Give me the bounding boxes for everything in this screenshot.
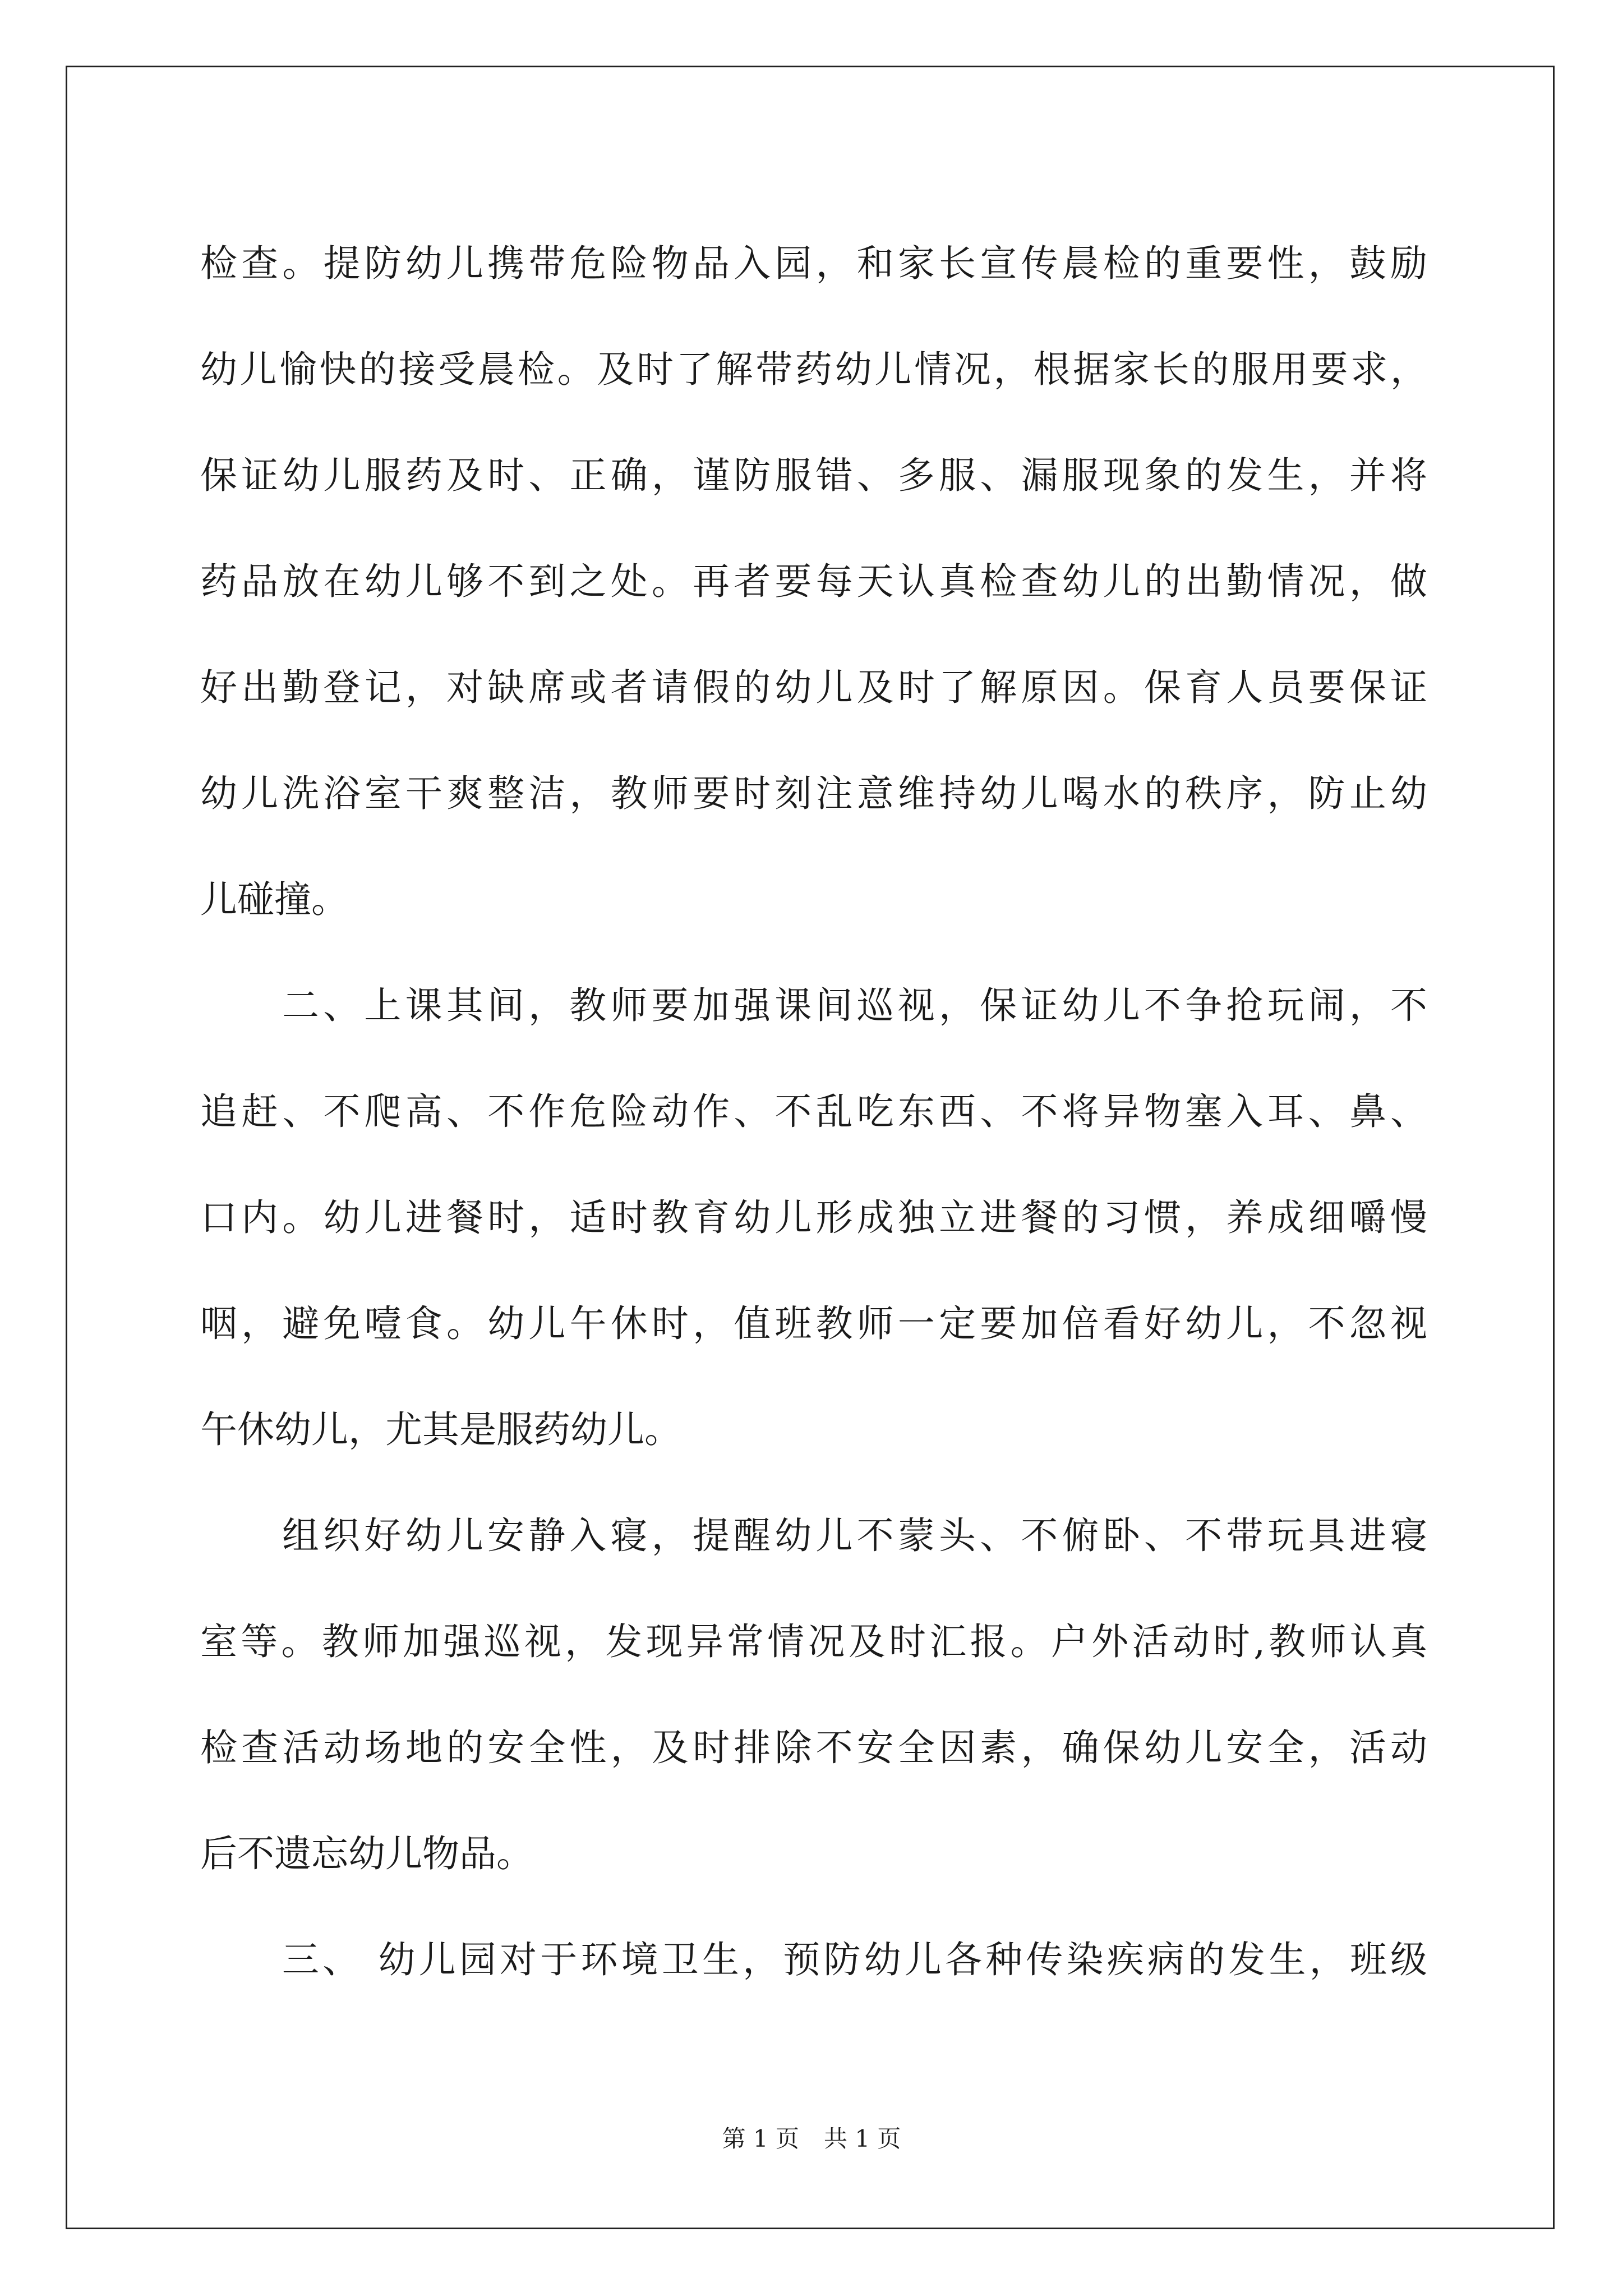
paragraph-start-line: 二、上课其间，教师要加强课间巡视，保证幼儿不争抢玩闹，不: [282, 984, 1427, 1027]
text-line: 好出勤登记，对缺席或者请假的幼儿及时了解原因。保育人员要保证: [200, 666, 1427, 709]
text-line: 咽，避免噎食。幼儿午休时，值班教师一定要加倍看好幼儿，不忽视: [200, 1302, 1427, 1345]
paragraph-start-line: 三、 幼儿园对于环境卫生，预防幼儿各种传染疾病的发生，班级: [282, 1938, 1427, 1981]
text-line: 后不遗忘幼儿物品。: [200, 1832, 533, 1875]
page-total: 共 1 页: [824, 2125, 901, 2152]
text-line: 追赶、不爬高、不作危险动作、不乱吃东西、不将异物塞入耳、鼻、: [200, 1090, 1427, 1133]
text-line: 幼儿洗浴室干爽整洁，教师要时刻注意维持幼儿喝水的秩序，防止幼: [200, 772, 1427, 815]
document-body: [200, 210, 1427, 2013]
text-line: 口内。幼儿进餐时，适时教育幼儿形成独立进餐的习惯，养成细嚼慢: [200, 1196, 1427, 1239]
paragraph-start-line: 组织好幼儿安静入寝，提醒幼儿不蒙头、不俯卧、不带玩具进寝: [282, 1514, 1427, 1557]
text-line: 检查活动场地的安全性，及时排除不安全因素，确保幼儿安全，活动: [200, 1726, 1427, 1769]
text-line: 幼儿愉快的接受晨检。及时了解带药幼儿情况，根据家长的服用要求，: [200, 348, 1427, 391]
text-line: 保证幼儿服药及时、正确，谨防服错、多服、漏服现象的发生，并将: [200, 454, 1427, 497]
text-line: 室等。教师加强巡视，发现异常情况及时汇报。户外活动时,教师认真: [200, 1620, 1427, 1663]
page-footer: [0, 2122, 1623, 2156]
text-line: 儿碰撞。: [200, 878, 348, 921]
text-line: 午休幼儿，尤其是服药幼儿。: [200, 1408, 681, 1451]
text-line: 检查。提防幼儿携带危险物品入园，和家长宣传晨检的重要性，鼓励: [200, 242, 1427, 285]
text-line: 药品放在幼儿够不到之处。再者要每天认真检查幼儿的出勤情况，做: [200, 560, 1427, 603]
page-number: 第 1 页: [722, 2125, 799, 2152]
